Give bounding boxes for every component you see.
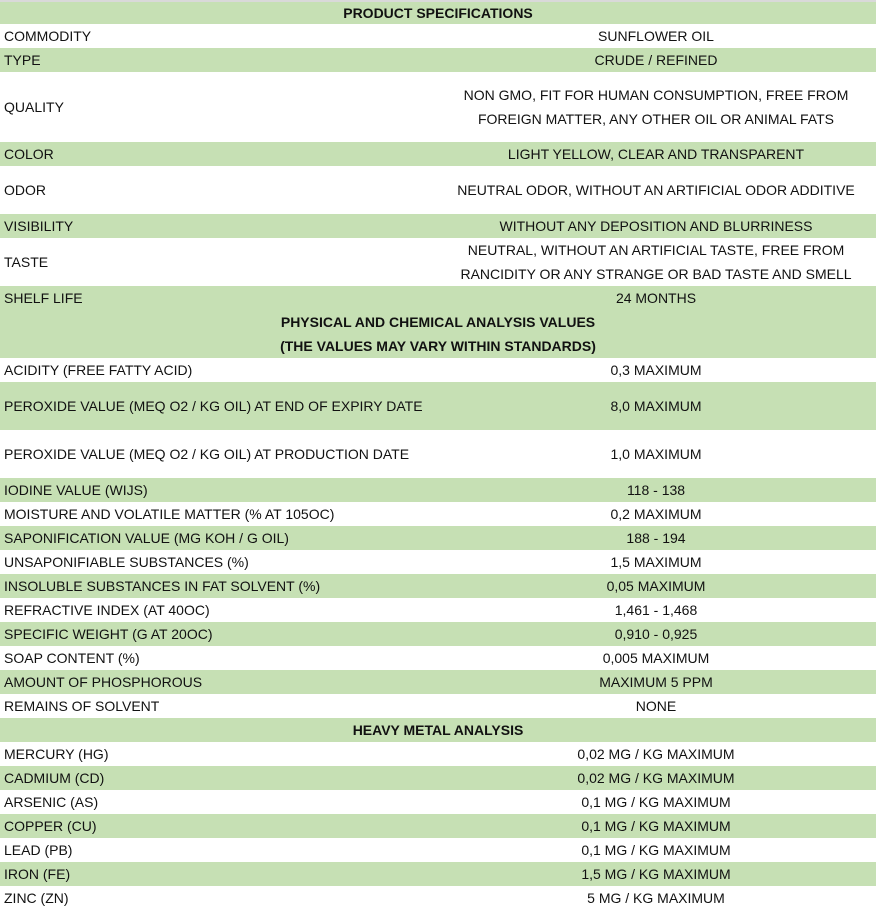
- row-label: UNSAPONIFIABLE SUBSTANCES (%): [0, 550, 436, 574]
- row-label: TASTE: [0, 238, 436, 286]
- row-label: COPPER (CU): [0, 814, 436, 838]
- table-row: [0, 238, 876, 286]
- table-row: [0, 502, 876, 526]
- row-label: QUALITY: [0, 72, 436, 142]
- specification-table: [0, 2, 876, 910]
- row-value: NEUTRAL, WITHOUT AN ARTIFICIAL TASTE, FREE FROM RANCIDITY OR ANY STRANGE OR BAD TASTE AND SMELL: [436, 238, 876, 286]
- row-label: MERCURY (HG): [0, 742, 436, 766]
- row-label: ACIDITY (FREE FATTY ACID): [0, 358, 436, 382]
- row-value: 5 MG / KG MAXIMUM: [436, 886, 876, 910]
- row-value: NON GMO, FIT FOR HUMAN CONSUMPTION, FREE FROM FOREIGN MATTER, ANY OTHER OIL OR ANIMAL FATS: [436, 72, 876, 142]
- section-title: PHYSICAL AND CHEMICAL ANALYSIS VALUES: [0, 310, 876, 334]
- row-value: CRUDE / REFINED: [436, 48, 876, 72]
- table-row: [0, 622, 876, 646]
- row-value: 0,05 MAXIMUM: [436, 574, 876, 598]
- row-value: NEUTRAL ODOR, WITHOUT AN ARTIFICIAL ODOR ADDITIVE: [436, 166, 876, 214]
- table-row: [0, 646, 876, 670]
- table-row: [0, 430, 876, 478]
- section-header-heavy-metal: [0, 718, 876, 742]
- row-label: ARSENIC (AS): [0, 790, 436, 814]
- row-label: MOISTURE AND VOLATILE MATTER (% AT 105OC): [0, 502, 436, 526]
- row-label: REMAINS OF SOLVENT: [0, 694, 436, 718]
- row-value: 1,0 MAXIMUM: [436, 430, 876, 478]
- table-row: [0, 838, 876, 862]
- row-label: ZINC (ZN): [0, 886, 436, 910]
- row-value: 1,5 MG / KG MAXIMUM: [436, 862, 876, 886]
- table-row: [0, 766, 876, 790]
- row-value: 188 - 194: [436, 526, 876, 550]
- row-value: 0,1 MG / KG MAXIMUM: [436, 838, 876, 862]
- row-value: SUNFLOWER OIL: [436, 24, 876, 48]
- row-value: 118 - 138: [436, 478, 876, 502]
- table-row: [0, 862, 876, 886]
- row-label: SPECIFIC WEIGHT (G AT 20OC): [0, 622, 436, 646]
- section-header-physical-chemical: [0, 310, 876, 334]
- row-label: VISIBILITY: [0, 214, 436, 238]
- row-label: CADMIUM (CD): [0, 766, 436, 790]
- row-value: 0,2 MAXIMUM: [436, 502, 876, 526]
- section-title: PRODUCT SPECIFICATIONS: [0, 2, 876, 24]
- row-label: REFRACTIVE INDEX (AT 40OC): [0, 598, 436, 622]
- row-label: PEROXIDE VALUE (MEQ O2 / KG OIL) AT END OF EXPIRY DATE: [0, 382, 436, 430]
- table-row: [0, 214, 876, 238]
- row-label: ODOR: [0, 166, 436, 214]
- row-value: NONE: [436, 694, 876, 718]
- row-label: IODINE VALUE (WIJS): [0, 478, 436, 502]
- row-value: LIGHT YELLOW, CLEAR AND TRANSPARENT: [436, 142, 876, 166]
- section-subheader-physical-chemical: [0, 334, 876, 358]
- table-row: [0, 166, 876, 214]
- table-row: [0, 886, 876, 910]
- row-value: WITHOUT ANY DEPOSITION AND BLURRINESS: [436, 214, 876, 238]
- table-row: [0, 742, 876, 766]
- row-value: 0,910 - 0,925: [436, 622, 876, 646]
- row-value: 0,005 MAXIMUM: [436, 646, 876, 670]
- row-value: 0,1 MG / KG MAXIMUM: [436, 790, 876, 814]
- table-row: [0, 694, 876, 718]
- row-label: COMMODITY: [0, 24, 436, 48]
- table-row: [0, 24, 876, 48]
- table-row: [0, 286, 876, 310]
- table-row: [0, 670, 876, 694]
- row-label: SAPONIFICATION VALUE (MG KOH / G OIL): [0, 526, 436, 550]
- row-label: INSOLUBLE SUBSTANCES IN FAT SOLVENT (%): [0, 574, 436, 598]
- table-row: [0, 550, 876, 574]
- row-value: 0,02 MG / KG MAXIMUM: [436, 766, 876, 790]
- table-row: [0, 478, 876, 502]
- row-label: LEAD (PB): [0, 838, 436, 862]
- table-row: [0, 72, 876, 142]
- row-label: IRON (FE): [0, 862, 436, 886]
- row-value: 0,1 MG / KG MAXIMUM: [436, 814, 876, 838]
- row-label: SOAP CONTENT (%): [0, 646, 436, 670]
- table-row: [0, 790, 876, 814]
- row-label: AMOUNT OF PHOSPHOROUS: [0, 670, 436, 694]
- row-label: SHELF LIFE: [0, 286, 436, 310]
- row-label: PEROXIDE VALUE (MEQ O2 / KG OIL) AT PRODUCTION DATE: [0, 430, 436, 478]
- table-row: [0, 574, 876, 598]
- row-label: COLOR: [0, 142, 436, 166]
- table-row: [0, 358, 876, 382]
- row-value: 0,3 MAXIMUM: [436, 358, 876, 382]
- table-row: [0, 598, 876, 622]
- table-row: [0, 48, 876, 72]
- table-row: [0, 814, 876, 838]
- section-title: HEAVY METAL ANALYSIS: [0, 718, 876, 742]
- section-subtitle: (THE VALUES MAY VARY WITHIN STANDARDS): [0, 334, 876, 358]
- table-row: [0, 142, 876, 166]
- table-row: [0, 526, 876, 550]
- row-value: 1,461 - 1,468: [436, 598, 876, 622]
- row-value: 24 MONTHS: [436, 286, 876, 310]
- row-value: 8,0 MAXIMUM: [436, 382, 876, 430]
- row-value: 1,5 MAXIMUM: [436, 550, 876, 574]
- section-header-product-specifications: [0, 2, 876, 24]
- row-value: 0,02 MG / KG MAXIMUM: [436, 742, 876, 766]
- row-value: MAXIMUM 5 PPM: [436, 670, 876, 694]
- table-row: [0, 382, 876, 430]
- row-label: TYPE: [0, 48, 436, 72]
